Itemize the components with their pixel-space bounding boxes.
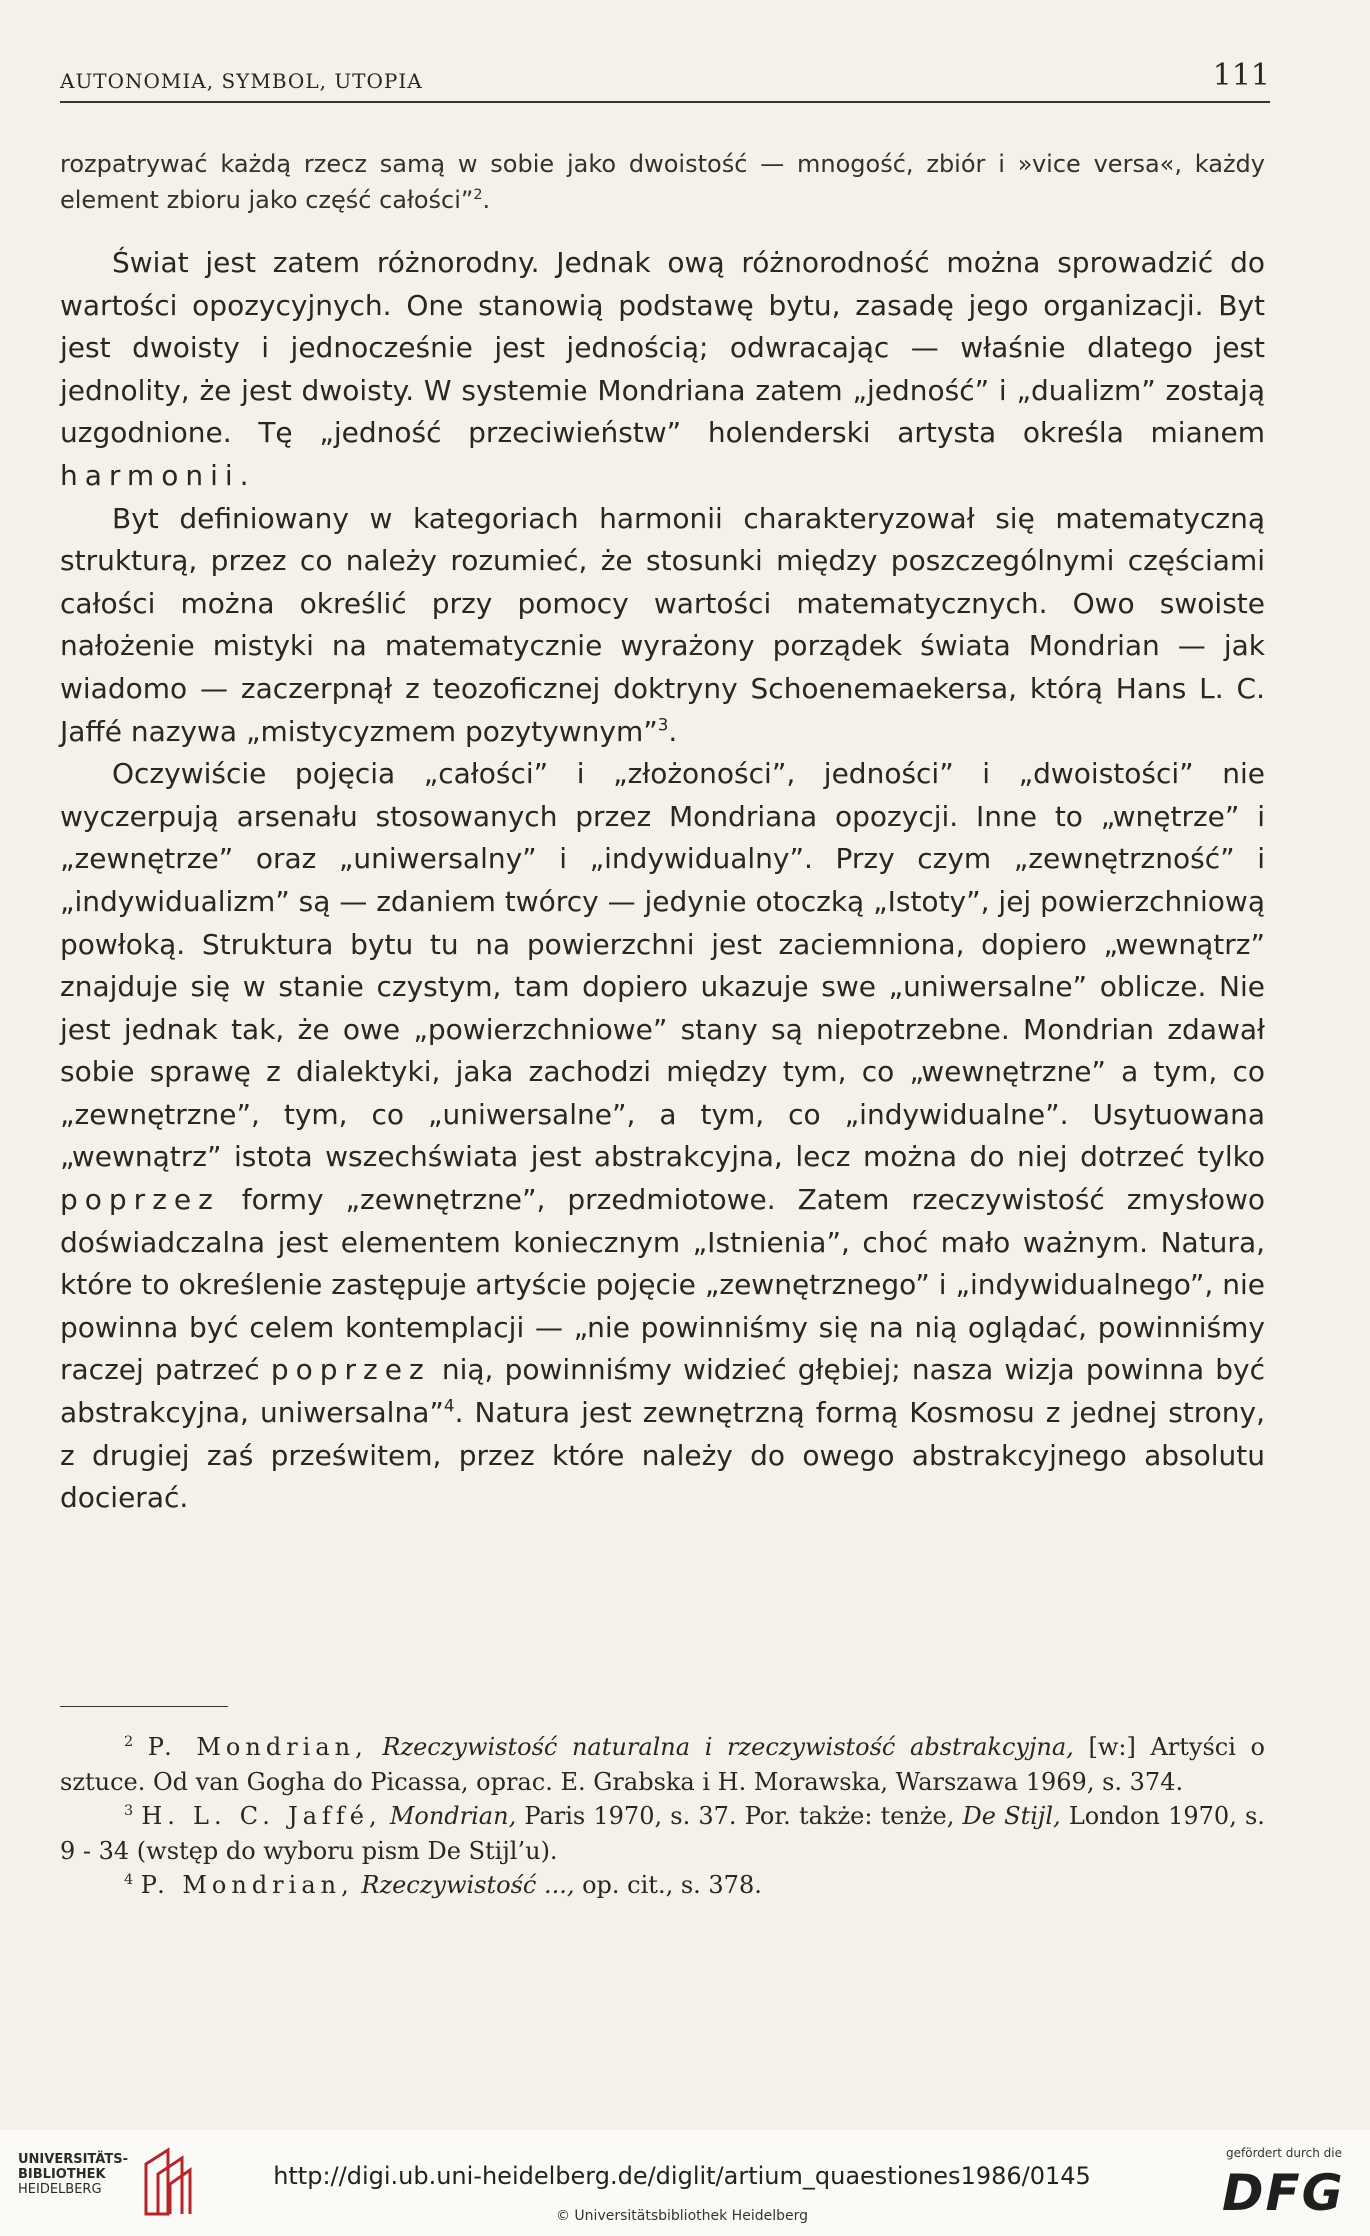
footnote-ref-3[interactable]: 3 <box>657 714 669 735</box>
digitization-footer <box>0 2130 1370 2236</box>
spaced-emphasis: harmonii <box>60 458 240 492</box>
library-emblem-icon <box>138 2144 194 2218</box>
spaced-emphasis: poprzez <box>60 1183 220 1217</box>
footnote-2: $^2$ P. Mondrian, Rzeczywistość naturalna i rzeczywistość abstrakcyjna, [w:] Artyści o sztuce. Od van Gogha do Picassa, oprac. E. Grabska i H. Morawska, Warszawa 1969, s. 374. <box>60 1733 1265 1796</box>
running-head: AUTONOMIA, SYMBOL, UTOPIA <box>60 69 423 93</box>
main-text <box>60 146 1265 1520</box>
spaced-emphasis: poprzez <box>270 1353 431 1387</box>
copyright-notice: © Universitätsbibliothek Heidelberg <box>555 2208 808 2224</box>
page-header <box>60 58 1270 103</box>
paragraph: Byt definiowany w kategoriach harmonii charakteryzował się matematyczną strukturą, przez co należy rozumieć, że stosunki między poszczególnymi częściami całości można określić przy pomocy wartości matematycznych. Owo swoiste nałożenie mistyki na matematycznie wyrażony porządek świata Mondrian — jak wiadomo — zaczerpnął z teozoficznej doktryny Schoenemaekersa, którą Hans L. C. Jaffé nazywa „mistycyzmem pozytywnym”$^3$. <box>60 501 1265 748</box>
footnote-divider <box>60 1706 228 1707</box>
paragraph: Oczywiście pojęcia „całości” i „złożoności”, jedności” i „dwoistości” nie wyczerpują arsenału stosowanych przez Mondriana opozycji. Inne to „wnętrze” i „zewnętrze” oraz „uniwersalny” i „indywidualny”. Przy czym „zewnętrzność” i „indywidualizm” są — zdaniem twórcy — jedynie otoczką „Istoty”, jej powierzchniową powłoką. Struktura bytu tu na powierzchni jest zaciemniona, dopiero „wewnątrz” znajduje się w stanie czystym, tam dopiero ukazuje swe „uniwersalne” oblicze. Nie jest jednak tak, że owe „powierzchniowe” stany są niepotrzebne. Mondrian zdawał sobie sprawę z dialektyki, jaka zachodzi między tym, co „wewnętrzne” a tym, co „zewnętrzne”, tym, co „uniwersalne”, a tym, co „indywidualne”. Usytuowana „wewnątrz” istota wszechświata jest abstrakcyjna, lecz można do niej dotrzeć tylko poprzez formy „zewnętrzne”, przedmiotowe. Zatem rzeczywistość zmysłowo doświadczalna jest elementem koniecznym „Istnienia”, choć mało ważnym. Natura, które to określenie zastępuje artyście pojęcie „zewnętrznego” i „indywidualnego”, nie powinna być celem kontemplacji — „nie powinniśmy się na nią oglądać, powinniśmy raczej patrzeć poprzez nią, powinniśmy widzieć głębiej; nasza wizja powinna być abstrakcyjna, uniwersalna”$^4$. Natura jest zewnętrzną formą Kosmosu z jednej strony, z drugiej zaś prześwitem, przez które należy do owego abstrakcyjnego absolutu docierać. <box>60 757 1266 1515</box>
footnote-ref-2[interactable]: 2 <box>473 187 483 203</box>
page-number: 111 <box>1212 58 1270 93</box>
paragraph-continued: rozpatrywać każdą rzecz samą w sobie jako dwoistość — mnogość, zbiór i »vice versa«, każdy element zbioru jako część całości”$^2$. <box>60 150 1265 214</box>
dfg-logo[interactable]: DFG <box>1222 2164 1345 2222</box>
library-logo[interactable]: UNIVERSITÄTS- BIBLIOTHEK HEIDELBERG <box>18 2152 128 2197</box>
footnote-3: $^3$ H. L. C. Jaffé, Mondrian, Paris 1970, s. 37. Por. także: tenże, De Stijl, London 1970, s. 9 - 34 (wstęp do wyboru pism De Stijl’u). <box>60 1802 1265 1865</box>
permalink-url[interactable]: http://digi.ub.uni-heidelberg.de/diglit/artium_quaestiones1986/0145 <box>273 2162 1091 2190</box>
funding-note: gefördert durch die <box>1226 2146 1342 2160</box>
footnote-4: $^4$ P. Mondrian, Rzeczywistość ..., op. cit., s. 378. <box>124 1871 762 1899</box>
footnotes <box>60 1730 1265 1903</box>
paragraph: Świat jest zatem różnorodny. Jednak ową różnorodność można sprowadzić do wartości opozycyjnych. One stanowią podstawę bytu, zasadę jego organizacji. Byt jest dwoisty i jednocześnie jest jednością; odwracając — właśnie dlatego jest jednolity, że jest dwoisty. W systemie Mondriana zatem „jedność” i „dualizm” zostają uzgodnione. Tę „jedność przeciwieństw” holenderski artysta określa mianem harmonii. <box>60 246 1265 492</box>
footnote-ref-4[interactable]: 4 <box>443 1395 455 1416</box>
